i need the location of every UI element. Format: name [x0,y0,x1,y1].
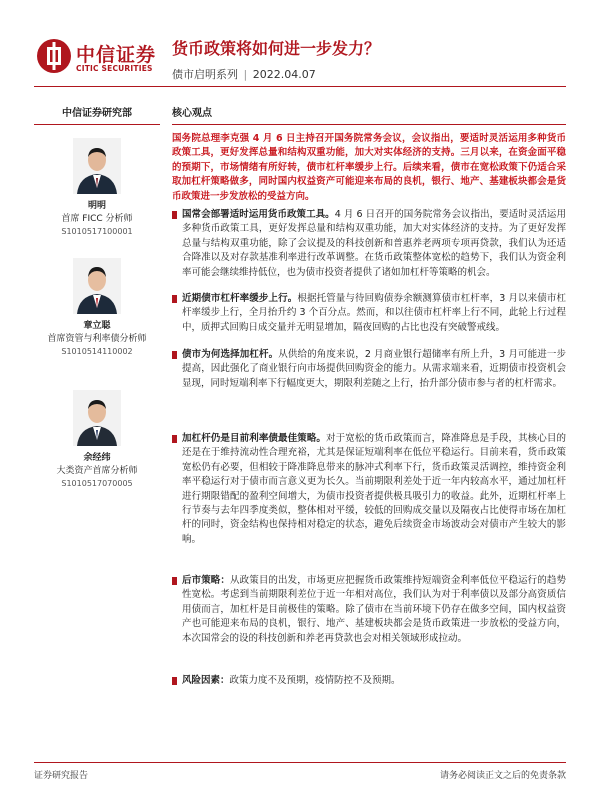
view-section [172,208,566,280]
analyst-photo-icon [73,258,121,314]
bullet-marker [172,577,177,585]
report-series: 债市启明系列 [172,68,238,81]
footer-disclaimer-note: 请务必阅读正文之后的免责条款 [439,771,566,781]
section-heading: 风险因素： [182,675,230,686]
analyst-card [34,258,160,358]
analyst-title: 首席 FICC 分析师 [61,214,133,224]
section-body: 政策力度不及预期，疫情防控不及预期。 [229,675,401,686]
report-header [0,0,600,100]
logo-chinese-text: 中信证券 [76,44,157,66]
section-heading: 加杠杆仍是目前利率债最佳策略。 [182,433,327,444]
citic-logo-icon [36,38,72,74]
bullet-marker [172,677,177,685]
bullet-marker [172,351,177,359]
company-logo [36,38,166,78]
report-date: 2022.04.07 [252,68,316,81]
bullet-marker [172,295,177,303]
section-heading: 后市策略： [182,575,231,586]
analyst-card [34,390,160,490]
analyst-name: 章立聪 [83,321,111,331]
header-divider [34,86,566,87]
core-views-heading: 核心观点 [172,104,566,125]
core-views-column [172,104,566,686]
report-title: 货币政策将如何进一步发力？ [172,39,381,58]
footer-report-type: 证券研究报告 [34,771,89,781]
logo-english-text: CITIC SECURITIES [76,64,153,73]
analyst-title: 大类资产首席分析师 [56,466,138,476]
footer-divider [34,762,566,763]
view-section [172,674,566,688]
bullet-marker [172,211,177,219]
section-heading: 近期债市杠杆率缓步上行。 [182,293,298,304]
analyst-license-id: S1010517070005 [61,479,133,488]
view-section [172,432,566,547]
analyst-photo-icon [73,390,121,446]
analyst-license-id: S1010517100001 [61,227,133,236]
analyst-title: 首席资管与利率债分析师 [47,334,147,344]
view-section [172,574,566,646]
section-heading: 国常会部署适时运用货币政策工具。 [182,209,335,220]
section-heading: 债市为何选择加杠杆。 [182,349,279,360]
view-section [172,348,566,391]
subtitle-separator: | [243,68,248,81]
analyst-name: 余经纬 [83,453,111,463]
section-body: 根据托管量与待回购债券余额测算债市杠杆率，3 月以来债市杠杆率缓步上行，全月抬升约 3 个百分点。然而，和以往债市杠杆率上行不同，此轮上行过程中，质押式回购日成交量并无明显增加，隔夜回购的占比也没有突破警戒线。 [182,293,566,333]
section-body: 对于宽松的货币政策而言，降准降息是手段，其核心目的还是在于维持流动性合理充裕，尤其是保证短端利率在低位平稳运行。目前来看，货币政策宽松仍有必要，但相较于降准降息带来的脉冲式利率下行，货币政策灵活调控，维持资金利率平稳运行对于债市而言意义更为长久。当前期限利差处于近一年内较高水平，通过加杠杆进行期限错配的盈利空间增大，为债市投资者提供极具吸引力的收益。此外，近期杠杆率上行节奏与去年四季度类似，整体相对平缓，较低的回购成交量以及隔夜占比使得市场在加杠杆的同时，资金结构也保持相对稳定的状态，避免后续资金市场波动会对债市产生较大的影响。 [182,433,566,545]
summary-paragraph: 国务院总理李克强 4 月 6 日主持召开国务院常务会议，会议指出，要适时灵活运用多种货币政策工具，更好发挥总量和结构双重功能，加大对实体经济的支持。三月以来，在资金面平稳的预期下，市场情绪有所好转，债市杠杆率缓步上行。后续来看，债市在宽松政策下仍适合采取加杠杆策略做多，同时国内权益资产可能迎来布局的良机，银行、地产、基建板块都会是货币政策进一步发放松的受益方向。 [172,133,566,202]
section-body: 从政策目的出发，市场更应把握货币政策维持短端资金利率低位平稳运行的趋势性宽松。考虑到当前期限利差位于近一年相对高位，我们认为对于利率债以及部分高资质信用债而言，加杠杆是目前极佳的策略。除了债市在当前环境下仍存在做多空间，国内权益资产也可能迎来布局的良机，银行、地产、基建板块都会是货币政策进一步放松的受益方向，本次国常会的设的科技创新和养老再贷款也会对相关领域形成拉动。 [182,575,566,644]
analyst-photo-icon [73,138,121,194]
analyst-name: 明明 [87,201,106,211]
department-heading: 中信证券研究部 [34,104,160,125]
bullet-marker [172,435,177,443]
analyst-card [34,138,160,238]
analyst-license-id: S1010514110002 [61,347,133,356]
view-section [172,292,566,335]
report-subtitle [172,66,316,82]
section-body: 4 月 6 日召开的国务院常务会议指出，要适时灵活运用多种货币政策工具，更好发挥总量和结构双重功能，加大对实体经济的支持。为了更好发挥总量与结构双重功能，除了会议提及的科技创新和普惠养老两项专项再贷款，我们认为还适合降准以及对存款基准利率进行改革调整。在货币政策整体宽松的趋势下，我们认为资金利率可能会继续维持低位，也为债市投资者提供了诸如加杠杆等策略的机会。 [182,209,566,278]
analyst-column [34,104,160,488]
section-body: 从供给的角度来说，2 月商业银行超储率有所上升，3 月可能进一步提高，因此强化了商业银行向市场提供回购资金的能力。从需求端来看，近期债市投资机会显现，同时短端利率下行幅度更大，期限利差随之上行，抬升部分债市参与者的杠杆需求。 [182,349,566,389]
